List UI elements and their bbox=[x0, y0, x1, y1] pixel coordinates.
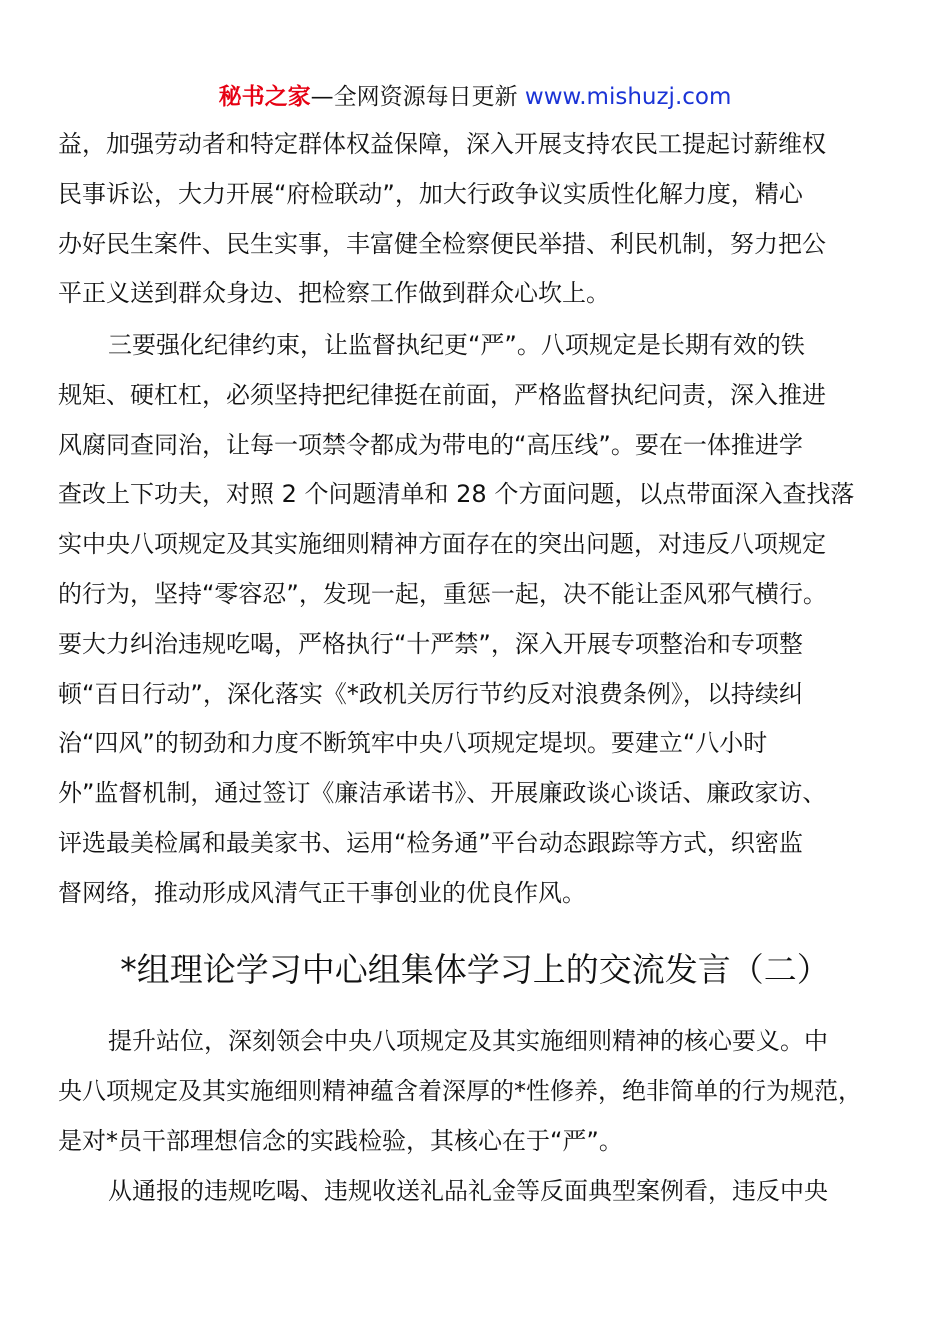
paragraph-line: 是对*员干部理想信念的实践检验，其核心在于“严”。 bbox=[58, 1126, 623, 1155]
paragraph-line: 央八项规定及其实施细则精神蕴含着深厚的*性修养，绝非简单的行为规范， bbox=[58, 1076, 862, 1105]
paragraph-line: 益，加强劳动者和特定群体权益保障，深入开展支持农民工提起讨薪维权 bbox=[58, 130, 826, 158]
paragraph-line: 提升站位，深刻领会中央八项规定及其实施细则精神的核心要义。中 bbox=[108, 1027, 828, 1055]
paragraph-line: 查改上下功夫，对照 2 个问题清单和 28 个方面问题，以点带面深入查找落 bbox=[58, 480, 855, 509]
paragraph-line: 的行为，坚持“零容忍”，发现一起，重惩一起，决不能让歪风邪气横行。 bbox=[58, 579, 827, 608]
paragraph-line: 治“四风”的韧劲和力度不断筑牢中央八项规定堤坝。要建立“八小时 bbox=[58, 729, 768, 758]
paragraph-line: 从通报的违规吃喝、违规收送礼品礼金等反面典型案例看，违反中央 bbox=[108, 1177, 828, 1205]
paragraph-line: 办好民生案件、民生实事，丰富健全检察便民举措、利民机制，努力把公 bbox=[58, 229, 826, 258]
paragraph-line: 规矩、硬杠杠，必须坚持把纪律挺在前面，严格监督执纪问责，深入推进 bbox=[58, 380, 826, 409]
paragraph-line: 顿“百日行动”，深化落实《*政机关厉行节约反对浪费条例》，以持续纠 bbox=[58, 679, 803, 708]
header-brand: 秘书之家 bbox=[218, 84, 311, 110]
paragraph-discipline bbox=[58, 321, 888, 919]
page-header bbox=[0, 80, 950, 114]
paragraph-line: 平正义送到群众身边、把检察工作做到群众心坎上。 bbox=[58, 279, 610, 308]
paragraph-line: 评选最美检属和最美家书、运用“检务通”平台动态跟踪等方式，织密监 bbox=[58, 828, 803, 857]
paragraph-line: 要大力纠治违规吃喝，严格执行“十严禁”，深入开展专项整治和专项整 bbox=[58, 629, 803, 658]
paragraph-line: 三要强化纪律约束，让监督执纪更“严”。八项规定是长期有效的铁 bbox=[108, 331, 805, 359]
header-url-link[interactable]: www.mishuzj.com bbox=[524, 84, 732, 110]
paragraph-line: 民事诉讼，大力开展“府检联动”，加大行政争议实质性化解力度，精心 bbox=[58, 179, 803, 208]
header-tagline: —全网资源每日更新 bbox=[310, 84, 518, 110]
paragraph-line: 实中央八项规定及其实施细则精神方面存在的突出问题，对违反八项规定 bbox=[58, 530, 826, 559]
paragraph-continued bbox=[58, 120, 888, 319]
paragraph-line: 督网络，推动形成风清气正干事创业的优良作风。 bbox=[58, 878, 586, 907]
paragraph-line: 外”监督机制，通过签订《廉洁承诺书》、开展廉政谈心谈话、廉政家访、 bbox=[58, 779, 827, 808]
paragraph-positioning bbox=[58, 1017, 888, 1166]
section-heading: *组理论学习中心组集体学习上的交流发言（二） bbox=[120, 950, 830, 989]
paragraph-line: 风腐同查同治，让每一项禁令都成为带电的“高压线”。要在一体推进学 bbox=[58, 430, 803, 459]
paragraph-cases bbox=[58, 1167, 888, 1217]
